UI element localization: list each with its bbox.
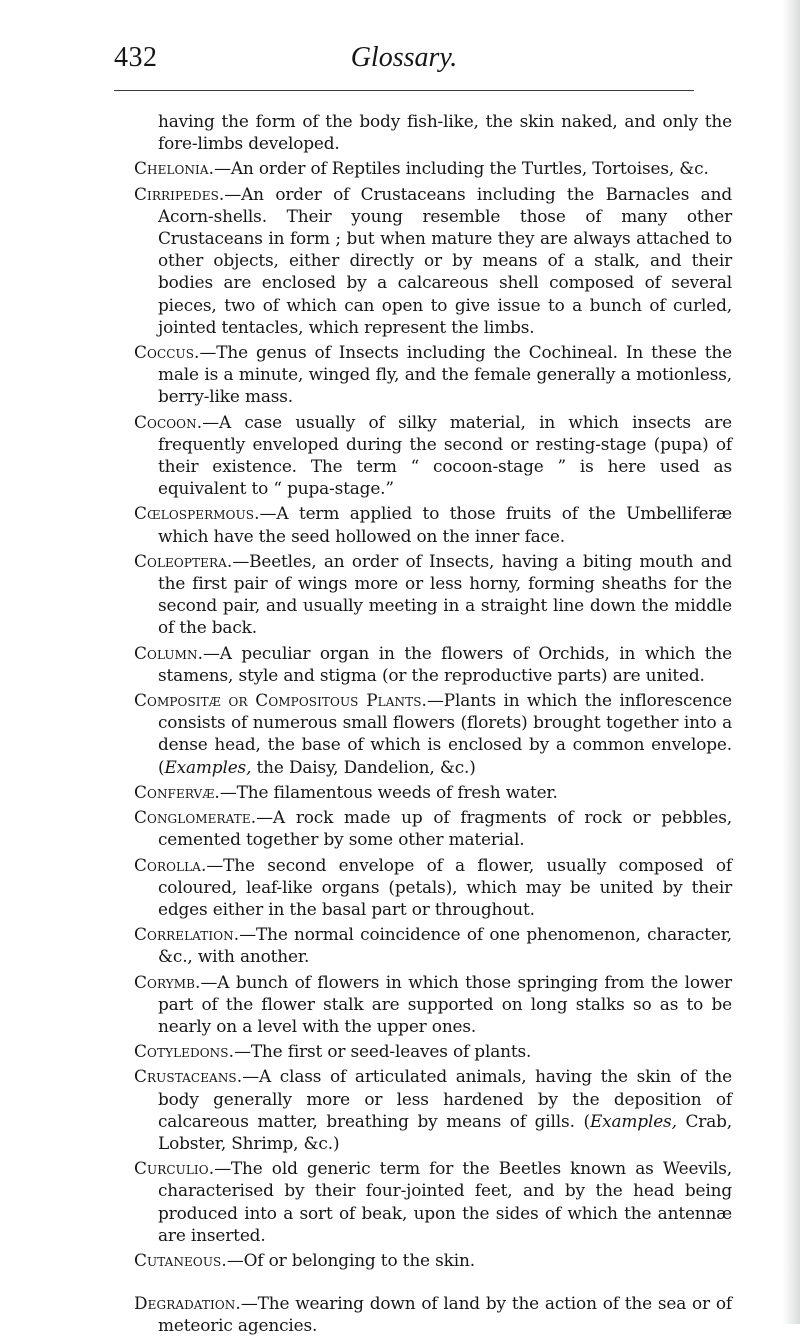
entry-definition: —Of or belonging to the skin.	[226, 1249, 475, 1270]
entry-definition: —Plants in which the inflorescence consists of numerous small flowers (florets) brought together into a dense head, the base of which is enclosed by a common envelope. (	[158, 690, 732, 777]
entry-term: Crustaceans.	[134, 1066, 243, 1087]
page-header	[114, 42, 694, 86]
entry-definition: —The old generic term for the Beetles known as Weevils, characterised by their four-jointed feet, and by the head being produced into a sort of beak, upon the sides of which the antennæ are inserted.	[158, 1158, 732, 1245]
glossary-entry	[134, 1040, 732, 1062]
entry-term: Correlation.	[134, 924, 240, 945]
header-rule	[114, 90, 694, 91]
glossary-entry	[134, 1065, 732, 1154]
entry-definition: —The normal coincidence of one phenomenon, character, &c., with another.	[158, 924, 732, 967]
entry-definition: —An order of Crustaceans including the Barnacles and Acorn-shells. Their young resemble those of many other Crustaceans in form ; but when mature they are always attached to other objects, either directly or by means of a stalk, and their bodies are enclosed by a calcareous shell composed of several pieces, two of which can open to give issue to a bunch of curled, jointed tentacles, which represent the limbs.	[158, 183, 732, 337]
entry-definition-tail: the Daisy, Dandelion, &c.)	[251, 756, 476, 777]
entry-definition: —A rock made up of fragments of rock or pebbles, cemented together by some other material.	[158, 807, 732, 850]
entry-term: Column.	[134, 642, 204, 663]
entry-term: Cutaneous.	[134, 1249, 227, 1270]
glossary-entry	[134, 806, 732, 850]
glossary-entry	[134, 689, 732, 778]
entry-definition: —Beetles, an order of Insects, having a biting mouth and the first pair of wings more or less horny, forming sheaths for the second pair, and usually meeting in a straight line down the middle of the back.	[158, 550, 732, 638]
glossary-entry	[134, 110, 732, 154]
entry-definition: —A case usually of silky material, in which insects are frequently enveloped during the second or resting-stage (pupa) of their existence. The term “ cocoon-stage ” is here used as equivalent to “ pupa-stage.”	[158, 411, 732, 499]
entry-definition: —The first or seed-leaves of plants.	[234, 1041, 532, 1062]
glossary-entries	[134, 110, 732, 1340]
entry-term: Cotyledons.	[134, 1041, 235, 1062]
glossary-entry	[134, 854, 732, 921]
glossary-entry	[134, 157, 732, 179]
entry-term: Cœlospermous.	[134, 503, 260, 524]
entry-term: Chelonia.	[134, 158, 215, 179]
entry-definition: —The wearing down of land by the action of the sea or of meteoric agencies.	[158, 1293, 732, 1336]
page-edge-shadow	[782, 0, 800, 1324]
entry-definition: —The filamentous weeds of fresh water.	[219, 781, 558, 802]
entry-term: Confervæ.	[134, 781, 220, 802]
glossary-entry	[134, 781, 732, 803]
glossary-entry	[134, 923, 732, 967]
entry-definition-tail: Crab, Lobster, Shrimp, &c.)	[158, 1110, 733, 1153]
entry-term: Curculio.	[134, 1158, 215, 1179]
glossary-entry	[134, 411, 732, 500]
entry-definition: —A peculiar organ in the flowers of Orchids, in which the stamens, style and stigma (or the reproductive parts) are united.	[158, 642, 732, 685]
entry-definition: —A bunch of flowers in which those springing from the lower part of the flower stalk are supported on long stalks so as to be nearly on a level with the upper ones.	[158, 971, 732, 1036]
glossary-entry	[134, 502, 732, 546]
entry-examples-label: Examples,	[589, 1110, 677, 1131]
entry-examples-label: Examples,	[164, 756, 252, 777]
entry-definition: —The genus of Insects including the Cochineal. In these the male is a minute, winged fly, and the female generally a motionless, berry-like mass.	[158, 342, 732, 407]
glossary-entry	[134, 183, 732, 338]
running-title: Glossary.	[350, 42, 458, 73]
glossary-entry	[134, 550, 732, 639]
entry-term: Degradation.	[134, 1293, 241, 1314]
glossary-entry	[134, 341, 732, 408]
entry-term: Conglomerate.	[134, 807, 257, 828]
entry-definition: —A term applied to those fruits of the Umbelliferæ which have the seed hollowed on the inner face.	[158, 503, 732, 546]
glossary-entry	[134, 1292, 732, 1336]
entry-definition: —A class of articulated animals, having the skin of the body generally more or less hardened by the deposition of calcareous matter, breathing by means of gills. (	[158, 1066, 732, 1131]
page-number: 432	[114, 42, 158, 73]
entry-definition: —An order of Reptiles including the Turtles, Tortoises, &c.	[214, 158, 709, 179]
entry-term: Cirripedes.	[134, 183, 225, 204]
entry-definition: having the form of the body fish-like, the skin naked, and only the fore-limbs developed.	[158, 111, 732, 154]
entry-term: Coleoptera.	[134, 550, 233, 571]
glossary-entry	[134, 1157, 732, 1246]
entry-term: Cocoon.	[134, 411, 203, 432]
entry-term: Compositæ or Compositous Plants.	[134, 690, 427, 711]
glossary-entry	[134, 1249, 732, 1271]
entry-term: Corolla.	[134, 854, 207, 875]
entry-term: Corymb.	[134, 971, 201, 992]
entry-term: Coccus.	[134, 342, 200, 363]
glossary-entry	[134, 971, 732, 1038]
glossary-entry	[134, 642, 732, 686]
entry-definition: —The second envelope of a flower, usually composed of coloured, leaf-like organs (petals), which may be united by their edges either in the basal part or throughout.	[158, 854, 732, 919]
